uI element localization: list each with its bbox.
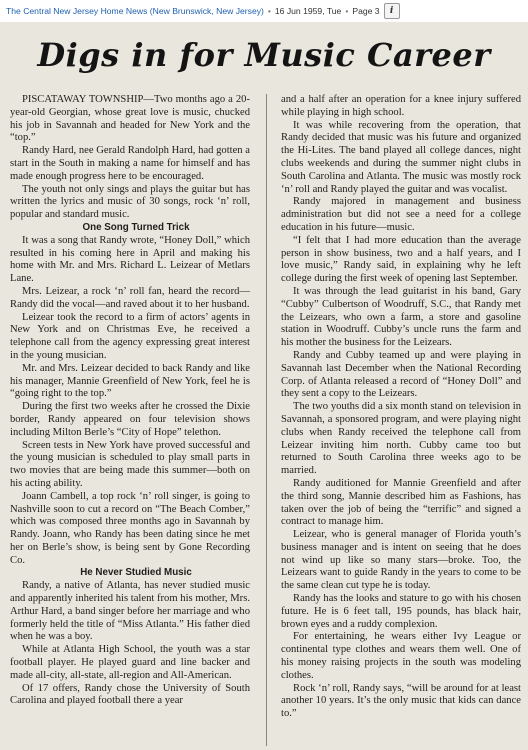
article-paragraph: Randy has the looks and stature to go with his chosen future. He is 6 feet tall, 195 pounds, has black hair, brown eyes and a ruddy complexion. <box>281 593 521 630</box>
article-column-right <box>281 94 521 721</box>
article-paragraph: Randy auditioned for Mannie Greenfield and after the third song, Mannie described him as Fashions, has taken over the job of being the “terrific” and signed a contract to manage him. <box>281 477 521 528</box>
article-paragraph: For entertaining, he wears either Ivy League or continental type clothes and wears them well. One of his money raising projects in the south was modeling clothes. <box>281 631 521 681</box>
article-paragraph: Randy majored in management and business administration but did not see a need for a college education in his future—music. <box>281 196 521 233</box>
article-paragraph: Randy Hard, nee Gerald Randolph Hard, had gotten a start in the South in making a name for himself and has made enough progress here to be encouraged. <box>10 145 250 182</box>
article-paragraph: Rock ‘n’ roll, Randy says, “will be around for at least another 10 years. It’s the only music that kids can dance to.” <box>281 682 521 720</box>
article-paragraph: Randy and Cubby teamed up and were playing in Savannah last December when the National Recording Corp. of Atlanta released a record of “Honey Doll” and they sent a copy to the Leizears. <box>281 349 521 400</box>
article-paragraph: During the first two weeks after he crossed the Dixie border, Randy appeared on four television shows including Milton Berle’s “City of Hope” telethon. <box>10 401 250 438</box>
article-paragraph: It was while recovering from the operation, that Randy decided that music was his future and organized the Hi-Lites. The band played all college dances, night clubs weekends and during the summer night clubs in South Carolina and Atlanta. The music was mostly rock ‘n’ roll and Randy played the guitar and was vocalist. <box>281 119 521 195</box>
publication-date: 16 Jun 1959, Tue <box>274 6 342 16</box>
info-icon[interactable]: i <box>384 3 400 19</box>
header-separator: • <box>345 6 349 16</box>
section-subheading: One Song Turned Trick <box>82 221 190 233</box>
article-column-left <box>10 94 250 708</box>
article-paragraph: Mr. and Mrs. Leizear decided to back Randy and like his manager, Mannie Greenfield of New York, feel he is “going right to the top.” <box>10 362 250 400</box>
article-paragraph: The two youths did a six month stand on television in Savannah, a sponsored program, and were playing night clubs when Randy received the telephone call from Leizear inviting him north. Cubby came too but returned to South Carolina three weeks ago to be married. <box>281 401 521 477</box>
article-paragraph: It was through the lead guitarist in his band, Gary “Cubby” Culbertson of Woodruff, S.C., that Randy met the Leizears, who own a farm, a store and gasoline station in Woodruff. Cubby’s uncle runs the farm and his mother the business for the Leizears. <box>281 285 521 349</box>
article-paragraph: It was a song that Randy wrote, “Honey Doll,” which resulted in his coming here in April and making his home with Mr. and Mrs. Richard L. Leizear of Metlars Lane. <box>10 234 250 285</box>
header-separator: • <box>267 6 271 16</box>
page-number: Page 3 <box>352 6 380 16</box>
publication-title[interactable]: The Central New Jersey Home News (New Brunswick, New Jersey) <box>6 6 264 16</box>
article-paragraph: Joann Cambell, a top rock ‘n’ roll singer, is going to Nashville soon to cut a record on “The Beach Comber,” which was composed three months ago in Savannah by Randy. Joann, who Randy has been dating since he met her on Berle’s show, is being sent by Gone Recording Co. <box>10 490 250 566</box>
article-paragraph: and a half after an operation for a knee injury suffered while playing in high school. <box>281 94 521 118</box>
article-paragraph: Randy, a native of Atlanta, has never studied music and apparently inherited his talent from his mother, Mrs. Arthur Hard, a band singer before her marriage and who formerly held the title of “Miss Atlanta.” His father died when he was a boy. <box>10 580 250 643</box>
article-paragraph: While at Atlanta High School, the youth was a star football player. He played guard and line backer and made all-city, all-state, all-region and All-American. <box>10 644 250 681</box>
article-paragraph: Leizear took the record to a firm of actors’ agents in New York and on Christmas Eve, he received a telephone call from the agency expressing great interest in the young musician. <box>10 311 250 361</box>
article-paragraph: Screen tests in New York have proved successful and the young musician is scheduled to play small parts in two movies that are being made this summer—both on his acting ability. <box>10 439 250 489</box>
article-paragraph: Of 17 offers, Randy chose the University of South Carolina and played football there a year <box>10 682 250 707</box>
article-paragraph: Mrs. Leizear, a rock ‘n’ roll fan, heard the record—Randy did the vocal—and raved about it to her husband. <box>10 285 250 310</box>
article-headline: Digs in for Music Career <box>37 36 491 74</box>
article-paragraph: PISCATAWAY TOWNSHIP—Two months ago a 20-year-old Georgian, whose great love is music, chucked his job in Savannah and headed for New York and the “top.” <box>10 94 250 144</box>
section-subheading: He Never Studied Music <box>80 567 192 579</box>
newspaper-clipping <box>0 22 528 750</box>
column-divider <box>266 94 267 746</box>
viewer-header-bar <box>0 0 528 23</box>
article-paragraph: Leizear, who is general manager of Florida youth’s business manager and is intent on seeing that he does not wind up like so many stars—broke. Too, the Leizears want to guide Randy in the years to come to be the same clean cut type he is today. <box>281 529 521 592</box>
article-paragraph: “I felt that I had more education than the average person in show business, two and a half years, and I love music,” Randy said, in explaining why he left college during the first week of opening last September. <box>281 234 521 285</box>
article-paragraph: The youth not only sings and plays the guitar but has written the lyrics and music of 30 songs, rock ‘n’ roll, popular and standard music. <box>10 183 250 221</box>
